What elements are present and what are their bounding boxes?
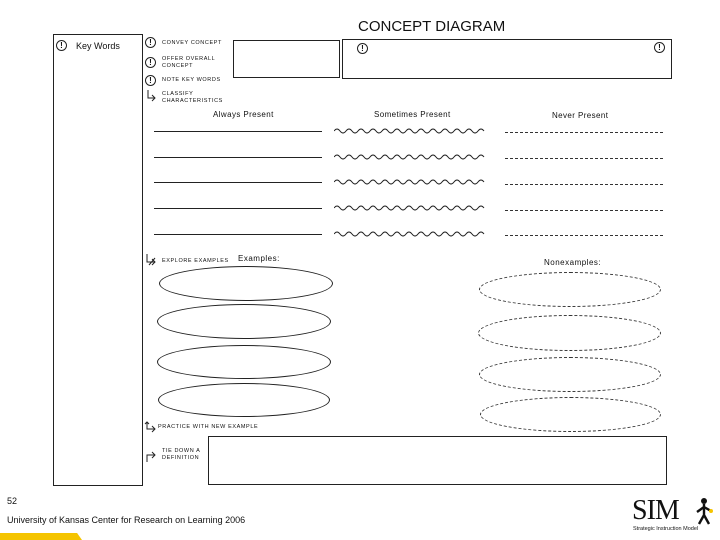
example-oval-3[interactable]: [157, 345, 331, 379]
convey-exclamation-icon: !: [145, 37, 156, 48]
always-line-3[interactable]: [154, 182, 322, 183]
sim-logo-subtitle: Strategic Instruction Model: [633, 526, 699, 532]
example-oval-2[interactable]: [157, 304, 331, 339]
never-line-2[interactable]: [505, 158, 663, 159]
sometimes-lines[interactable]: [334, 125, 490, 241]
sometimes-line-1: [334, 129, 484, 133]
classify-arrow-icon: [144, 89, 158, 103]
sometimes-line-3: [334, 180, 484, 184]
example-oval-1[interactable]: [159, 266, 333, 301]
column-always-present: Always Present: [213, 110, 274, 119]
practice-arrow-icon: [144, 420, 158, 434]
nonexample-oval-3[interactable]: [479, 357, 661, 392]
never-line-1[interactable]: [505, 132, 663, 133]
sim-logo-text: SIM: [632, 495, 679, 526]
definition-box[interactable]: [208, 436, 667, 485]
concept-name-box[interactable]: [233, 40, 340, 78]
always-line-5[interactable]: [154, 234, 322, 235]
offer-exclamation-icon: !: [145, 57, 156, 68]
step-note-key-words: NOTE KEY WORDS: [162, 77, 221, 83]
exclamation-icon: !: [56, 40, 67, 51]
never-line-5[interactable]: [505, 235, 663, 236]
page-number: 52: [7, 496, 18, 506]
note-exclamation-icon: !: [145, 75, 156, 86]
sometimes-line-5: [334, 232, 484, 236]
overall-exclamation-icon: !: [357, 43, 368, 54]
always-line-4[interactable]: [154, 208, 322, 209]
explore-arrow-icon: [144, 253, 158, 267]
always-line-2[interactable]: [154, 157, 322, 158]
key-words-label: Key Words: [76, 41, 120, 51]
diagram-title: CONCEPT DIAGRAM: [358, 18, 506, 35]
never-line-3[interactable]: [505, 184, 663, 185]
nonexample-oval-4[interactable]: [480, 397, 661, 432]
sometimes-line-2: [334, 155, 484, 159]
never-line-4[interactable]: [505, 210, 663, 211]
sometimes-line-4: [334, 206, 484, 210]
step-practice-new-example: PRACTICE WITH NEW EXAMPLE: [158, 424, 259, 430]
sim-figure-icon: [692, 497, 716, 527]
examples-label: Examples:: [238, 254, 280, 263]
step-offer-overall-concept: OFFER OVERALL CONCEPT: [162, 56, 216, 69]
key-words-panel[interactable]: [53, 34, 143, 486]
example-oval-4[interactable]: [158, 383, 330, 417]
nonexample-oval-1[interactable]: [479, 272, 661, 307]
tie-down-arrow-icon: [144, 450, 158, 464]
footer-credit: University of Kansas Center for Research on Learning 2006: [7, 515, 246, 525]
overall-concept-box[interactable]: [342, 39, 672, 79]
column-sometimes-present: Sometimes Present: [374, 110, 451, 119]
sim-logo: [632, 496, 718, 538]
column-never-present: Never Present: [552, 111, 609, 120]
accent-stripe: [0, 533, 82, 540]
nonexample-oval-2[interactable]: [478, 315, 661, 351]
step-explore-examples: EXPLORE EXAMPLES: [162, 258, 229, 264]
nonexamples-label: Nonexamples:: [544, 258, 602, 267]
step-classify-characteristics: CLASSIFY CHARACTERISTICS: [162, 91, 223, 104]
step-tie-down-definition: TIE DOWN A DEFINITION: [162, 448, 201, 461]
overall-exclamation-right-icon: !: [654, 42, 665, 53]
always-line-1[interactable]: [154, 131, 322, 132]
step-convey-concept: CONVEY CONCEPT: [162, 40, 222, 46]
